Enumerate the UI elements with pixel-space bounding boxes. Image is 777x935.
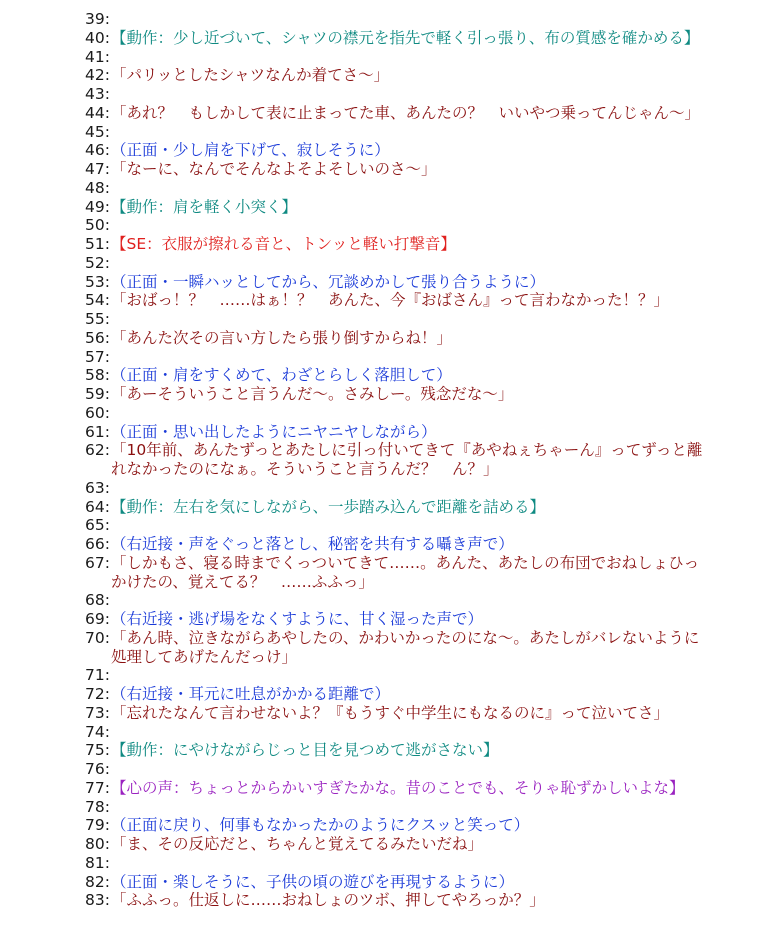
line-number: 78: <box>85 797 110 816</box>
script-line <box>0 48 777 67</box>
line-number: 42: <box>85 66 110 85</box>
action-note: 【動作：少し近づいて、シャツの襟元を指先で軽く引っ張り、布の質感を確かめる】 <box>111 28 700 47</box>
dialogue-line: 「あん時、泣きながらあやしたの、かわいかったのにな～。あたしがバレないように処理してあげたんだっけ」 <box>111 628 700 666</box>
line-number: 82: <box>85 872 110 891</box>
script-line <box>0 554 777 592</box>
action-note: 【動作：肩を軽く小突く】 <box>111 197 298 216</box>
line-number: 58: <box>85 366 110 385</box>
script-line <box>0 385 777 404</box>
line-number: 72: <box>85 685 110 703</box>
stage-direction: （正面・一瞬ハッとしてから、冗談めかして張り合うように） <box>111 272 546 291</box>
sound-effect-note: 【SE：衣服が擦れる音と、トンッと軽い打撃音】 <box>111 235 456 253</box>
line-number: 57: <box>85 347 110 366</box>
line-number: 79: <box>85 816 110 835</box>
line-number: 59: <box>85 385 110 403</box>
line-number: 66: <box>85 535 110 553</box>
dialogue-line: 「あれ？ もしかして表に止まってた車、あんたの？ いいやつ乗ってんじゃん～」 <box>111 103 701 122</box>
script-line <box>0 666 777 685</box>
line-number: 73: <box>85 703 110 722</box>
line-number: 67: <box>85 553 110 572</box>
dialogue-line: 「パリッとしたシャツなんか着てさ～」 <box>111 66 390 85</box>
line-number: 71: <box>85 666 110 685</box>
line-number: 40: <box>85 28 110 47</box>
script-line <box>0 760 777 779</box>
script-line <box>0 123 777 142</box>
script-line <box>0 685 777 704</box>
line-number: 56: <box>85 328 110 347</box>
script-line <box>0 10 777 29</box>
script-line <box>0 404 777 423</box>
line-number: 39: <box>85 10 110 28</box>
script-line <box>0 310 777 329</box>
script-line <box>0 591 777 610</box>
script-line <box>0 160 777 179</box>
line-number: 49: <box>85 197 110 216</box>
script-line <box>0 216 777 235</box>
line-number: 75: <box>85 741 110 760</box>
dialogue-line: 「あーそういうこと言うんだ～。さみしー。残念だな～」 <box>111 385 514 403</box>
line-number: 60: <box>85 403 110 422</box>
inner-voice-note: 【心の声：ちょっとからかいすぎたかな。昔のことでも、そりゃ恥ずかしいよな】 <box>111 778 685 797</box>
dialogue-line: 「なーに、なんでそんなよそよそしいのさ～」 <box>111 160 437 178</box>
action-note: 【動作：にやけながらじっと目を見つめて逃がさない】 <box>111 741 499 760</box>
script-line <box>0 441 777 479</box>
line-number: 77: <box>85 778 110 797</box>
line-number: 46: <box>85 141 110 160</box>
line-number: 74: <box>85 722 110 741</box>
stage-direction: （正面・思い出したようにニヤニヤしながら） <box>111 422 437 441</box>
dialogue-line: 「ふふっ。仕返しに……おねしょのツボ、押してやろっか？」 <box>111 891 545 910</box>
line-number: 55: <box>85 310 110 328</box>
script-line <box>0 854 777 873</box>
script-line <box>0 891 777 910</box>
stage-direction: （右近接・耳元に吐息がかかる距離で） <box>111 685 391 703</box>
stage-direction: （正面・肩をすくめて、わざとらしく落胆して） <box>111 366 452 385</box>
script-line <box>0 479 777 498</box>
script-line <box>0 273 777 292</box>
script-line <box>0 291 777 310</box>
dialogue-line: 「しかもさ、寝る時までくっついてきて……。あんた、あたしの布団でおねしょひっかけたの、覚えてる？ ……ふふっ」 <box>111 553 700 591</box>
script-line <box>0 779 777 798</box>
line-number: 83: <box>85 891 110 910</box>
line-number: 61: <box>85 422 110 441</box>
script-line <box>0 329 777 348</box>
line-number: 53: <box>85 272 110 291</box>
script-line <box>0 104 777 123</box>
script-line <box>0 516 777 535</box>
script-line <box>0 629 777 667</box>
line-number: 70: <box>85 628 110 647</box>
line-number: 48: <box>85 178 110 197</box>
script-line <box>0 235 777 254</box>
line-number: 44: <box>85 103 110 122</box>
line-number: 76: <box>85 760 110 778</box>
line-number: 80: <box>85 835 110 853</box>
dialogue-line: 「忘れたなんて言わせないよ？『もうすぐ中学生にもなるのに』って泣いてさ」 <box>111 703 670 722</box>
line-number: 51: <box>85 235 110 253</box>
script-line <box>0 535 777 554</box>
line-number: 54: <box>85 291 110 310</box>
script-line <box>0 723 777 742</box>
script-line <box>0 835 777 854</box>
stage-direction: （正面・楽しそうに、子供の頃の遊びを再現するように） <box>111 872 515 891</box>
line-number: 62: <box>85 441 110 460</box>
line-number: 64: <box>85 497 110 516</box>
script-line <box>0 873 777 892</box>
line-number: 43: <box>85 85 110 103</box>
line-number: 45: <box>85 122 110 141</box>
script-line <box>0 66 777 85</box>
line-number: 63: <box>85 478 110 497</box>
dialogue-line: 「10年前、あんたずっとあたしに引っ付いてきて『あやねぇちゃーん』ってずっと離れなかったのになぁ。そういうこと言うんだ？ ん？」 <box>111 441 703 478</box>
line-number: 52: <box>85 253 110 272</box>
script-line <box>0 610 777 629</box>
line-number: 68: <box>85 591 110 610</box>
dialogue-line: 「あんた次その言い方したら張り倒すからね！」 <box>111 328 453 347</box>
script-line <box>0 423 777 442</box>
line-number: 41: <box>85 47 110 66</box>
script-line <box>0 198 777 217</box>
script-line <box>0 348 777 367</box>
dialogue-line: 「おばっ！？ ……はぁ！？ あんた、今『おばさん』って言わなかった！？」 <box>111 291 670 310</box>
stage-direction: （正面に戻り、何事もなかったかのようにクスッと笑って） <box>111 816 530 835</box>
script-line <box>0 29 777 48</box>
script-line <box>0 179 777 198</box>
script-document <box>0 10 777 910</box>
line-number: 50: <box>85 216 110 235</box>
stage-direction: （右近接・逃げ場をなくすように、甘く湿った声で） <box>111 610 484 628</box>
script-line <box>0 85 777 104</box>
dialogue-line: 「ま、その反応だと、ちゃんと覚えてるみたいだね」 <box>111 835 484 853</box>
line-number: 81: <box>85 853 110 872</box>
line-number: 65: <box>85 516 110 535</box>
action-note: 【動作：左右を気にしながら、一歩踏み込んで距離を詰める】 <box>111 497 546 516</box>
script-line <box>0 498 777 517</box>
script-line <box>0 366 777 385</box>
script-line <box>0 816 777 835</box>
line-number: 69: <box>85 610 110 628</box>
stage-direction: （右近接・声をぐっと落とし、秘密を共有する囁き声で） <box>111 535 514 553</box>
script-line <box>0 798 777 817</box>
line-number: 47: <box>85 160 110 178</box>
script-line <box>0 741 777 760</box>
script-line <box>0 704 777 723</box>
script-line <box>0 254 777 273</box>
script-line <box>0 141 777 160</box>
stage-direction: （正面・少し肩を下げて、寂しそうに） <box>111 141 390 160</box>
